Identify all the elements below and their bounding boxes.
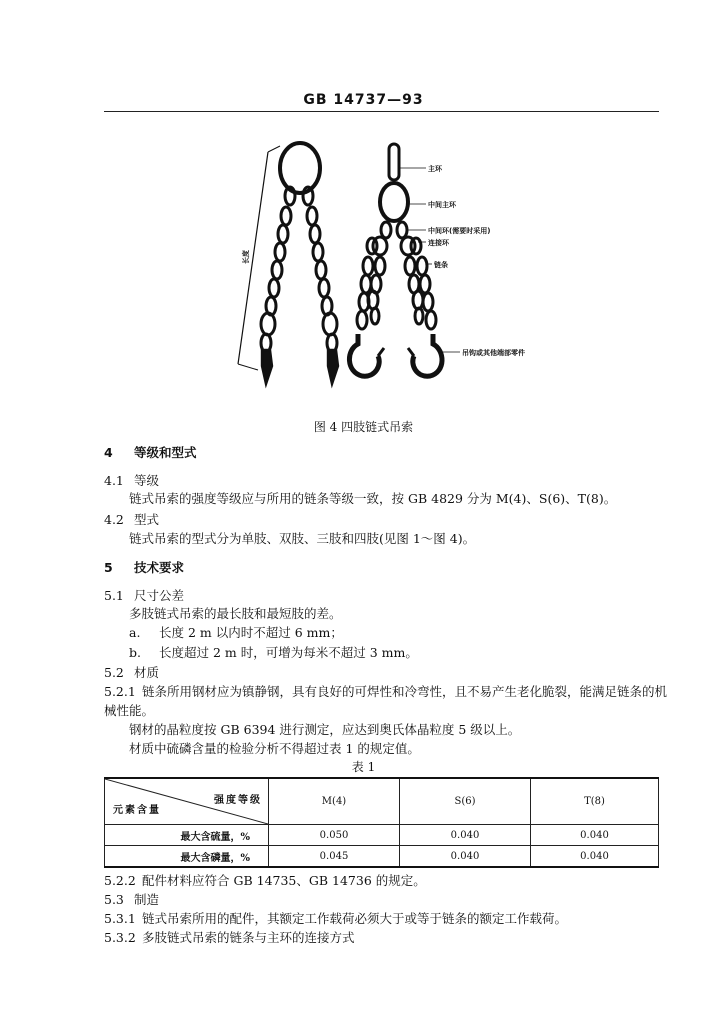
list-item-a: a. 长度 2 m 以内时不超过 6 mm；: [129, 625, 343, 640]
heading-5-2: 5.2 材质: [104, 665, 160, 680]
row-label-sulfur: 最大含硫量，%: [105, 825, 269, 846]
paragraph-4-2: 链式吊索的型式分为单肢、双肢、三肢和四肢(见图 1～图 4)。: [129, 531, 476, 546]
table-cell: 0.050: [269, 825, 400, 846]
table-row: [105, 846, 659, 868]
standard-code-header: GB 14737—93: [303, 92, 424, 108]
heading-4: 4 等级和型式: [104, 445, 197, 460]
label-intermediate-master-link: 中间主环: [428, 201, 456, 209]
column-header-s6: S(6): [400, 778, 531, 825]
table-cell: 0.045: [269, 846, 400, 868]
label-chain: 链条: [434, 261, 448, 269]
heading-4-2: 4.2 型式: [104, 512, 160, 527]
heading-5-3: 5.3 制造: [104, 892, 160, 907]
table-caption: 表 1: [351, 760, 376, 774]
heading-5: 5 技术要求: [104, 560, 185, 575]
table-header-row: [105, 778, 659, 825]
paragraph-5-2-1-line3: 钢材的晶粒度按 GB 6394 进行测定，应达到奥氏体晶粒度 5 级以上。: [129, 722, 521, 737]
sulfur-phosphorus-table: [104, 777, 659, 868]
column-header-t8: T(8): [531, 778, 659, 825]
list-item-b: b. 长度超过 2 m 时，可增为每米不超过 3 mm。: [129, 645, 418, 660]
label-hook: 吊钩或其他端部零件: [462, 349, 525, 357]
table-cell: 0.040: [531, 846, 659, 868]
paragraph-5-2-1-line4: 材质中硫磷含量的检验分析不得超过表 1 的规定值。: [129, 741, 420, 756]
table-row: [105, 825, 659, 846]
header-rule: [104, 111, 659, 112]
label-length: 长度: [242, 250, 250, 264]
figure-caption: 图 4 四肢链式吊索: [313, 420, 414, 434]
table-cell: 0.040: [400, 846, 531, 868]
table-cell: 0.040: [531, 825, 659, 846]
paragraph-5-1: 多肢链式吊索的最长肢和最短肢的差。: [129, 606, 342, 621]
label-master-link: 主环: [428, 165, 442, 173]
paragraph-5-2-1-line2: 械性能。: [104, 703, 155, 718]
label-intermediate-link: 中间环(需要时采用): [428, 227, 491, 235]
table-cell: 0.040: [400, 825, 531, 846]
paragraph-5-2-2: 5.2.2 配件材料应符合 GB 14735、GB 14736 的规定。: [104, 873, 426, 888]
heading-4-1: 4.1 等级: [104, 473, 160, 488]
four-leg-chain-sling-figure: [228, 138, 568, 400]
heading-5-1: 5.1 尺寸公差: [104, 588, 185, 603]
paragraph-5-2-1-line1: 5.2.1 链条所用钢材应为镇静钢，具有良好的可焊性和冷弯性，且不易产生老化脆裂，能满足链条的机: [104, 684, 668, 699]
paragraph-5-3-1: 5.3.1 链式吊索所用的配件，其额定工作载荷必须大于或等于链条的额定工作载荷。: [104, 911, 568, 926]
table-diagonal-header: 强度等级 元素含量: [105, 778, 269, 825]
label-connecting-link: 连接环: [428, 239, 449, 247]
paragraph-4-1: 链式吊索的强度等级应与所用的链条等级一致，按 GB 4829 分为 M(4)、S(6)、T(8)。: [129, 491, 617, 506]
column-header-m4: M(4): [269, 778, 400, 825]
row-label-phosphorus: 最大含磷量，%: [105, 846, 269, 868]
paragraph-5-3-2: 5.3.2 多肢链式吊索的链条与主环的连接方式: [104, 930, 355, 945]
